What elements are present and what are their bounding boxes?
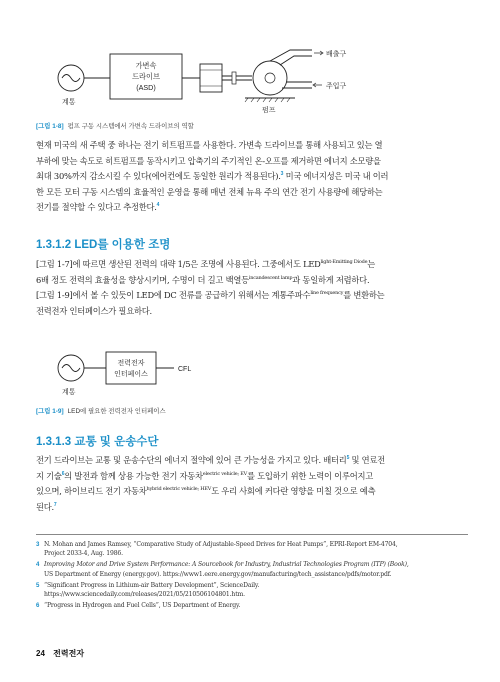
footnote-6: 6 “Progress in Hydrogen and Fuel Cells”, US Department of Energy. bbox=[36, 602, 241, 610]
figure-1-8-diagram bbox=[50, 30, 350, 115]
page-number: 24 bbox=[36, 649, 45, 658]
paragraph-led: [그림 1-7]에 따르면 생산된 전력의 대략 1/5은 조명에 사용된다. 그중에서도 $LED^{light-Emitting Diode}$는 6배 정도 전력의 효율성을 향상시키며, 수명이 더 길고 백열등$^{incandescent lamp}$과 동일하게 저렴하다. [그림 1-9]에서 볼 수 있듯이 LED에 DC 전류를 공급하기 위해서는 계통주파수$^{line frequency}$를 변환하는 전력전자 인터페이스가 필요하다. bbox=[36, 259, 385, 316]
pump-label: 펌프 bbox=[262, 107, 276, 114]
footnote-ref: 7 bbox=[53, 501, 57, 508]
footnote-3: 3 N. Mohan and James Ramsey, “Comparative Study of Adjustable-Speed Drives for Heat Pumps”, EPRI-Report EM-4704, bbox=[36, 541, 398, 548]
pump-icon bbox=[253, 61, 287, 95]
book-title: 전력전자 bbox=[53, 649, 85, 658]
pe-box-label-line1: 전력전자 bbox=[117, 360, 145, 367]
para1-line: 현재 미국의 새 주택 중 하나는 전기 히트펌프를 사용한다. 가변속 드라이브를 통해 사용되고 있는 열 bbox=[36, 140, 383, 150]
grid-label: 계통 bbox=[62, 389, 76, 396]
para1-line: 전기를 절약할 수 있다고 추정한다.$^4$ bbox=[36, 202, 160, 213]
grid-label: 계통 bbox=[62, 99, 76, 106]
power-electronics-box bbox=[106, 352, 156, 384]
figure-1-8-number: [그림 1-8] bbox=[36, 123, 64, 130]
pe-box-label-line2: 인터페이스 bbox=[114, 371, 148, 378]
section-heading-led: 1.3.1.2 LED를 이용한 조명 bbox=[36, 239, 171, 251]
figure-1-9-caption-text: LED에 필요한 전력전자 인터페이스 bbox=[67, 408, 166, 415]
footnote-ref: 5 bbox=[346, 455, 350, 461]
para1-line: 한 모든 모터 구동 시스템의 효율적인 운영을 통해 매년 전체 뉴욕 주의 연간 전기 사용량에 해당하는 bbox=[36, 186, 383, 197]
figure-1-9-caption bbox=[36, 406, 166, 415]
figure-1-9-diagram bbox=[50, 340, 220, 400]
footnote-ref: 4 bbox=[156, 202, 160, 209]
asd-label-line3: (ASD) bbox=[136, 83, 156, 92]
para1-line: 최대 30%까지 감소시킬 수 있다(에어컨에도 동일한 원리가 적용된다).$^3$ 미국 에너지성은 미국 내 이러 bbox=[36, 171, 389, 182]
inlet-label: 주입구 bbox=[326, 83, 347, 90]
footnote-ref: 6 bbox=[61, 470, 65, 477]
cfl-label: CFL bbox=[178, 366, 192, 373]
motor-icon bbox=[200, 64, 222, 92]
figure-1-8-caption bbox=[36, 121, 194, 130]
footnote-divider bbox=[36, 534, 468, 535]
para1-line: 부하에 맞는 속도로 히트펌프를 동작시키고 압축기의 주기적인 온-오프를 제거하면 에너지 소모량을 bbox=[36, 155, 381, 166]
footnotes: 3 N. Mohan and James Ramsey, “Comparative Study of Adjustable-Speed Drives for Heat Pumps”, EPRI-Report EM-4704, Project 2033-4, Aug. 1986. 4 Improving Motor and Drive System Performance: A Sourcebook for Industry, Industrial Technologies Program (ITP) (Book), US Department of Energy (energy.gov). https://www1.eere.energy.gov/manufacturing/tech_assistance/pdfs/motor.pdf. 5 “Significant Progress in Lithium-air Battery Development”, ScienceDaily. https://www.sciencedaily.com/releases/2021/05/210506104801.htm. 6 “Progress in Hydrogen and Fuel Cells”, US Department of Energy. bbox=[36, 540, 476, 610]
figure-1-9-number: [그림 1-9] bbox=[36, 408, 64, 415]
footnote-5: 5 “Significant Progress in Lithium-air Battery Development”, ScienceDaily. bbox=[36, 581, 260, 589]
section-heading-transport: 1.3.1.3 교통 및 운송수단 bbox=[36, 436, 159, 448]
footnote-ref: 3 bbox=[280, 171, 284, 178]
outlet-label: 배출구 bbox=[326, 51, 347, 58]
paragraph-transport: 전기 드라이브는 교통 및 운송수단의 에너지 절약에 있어 큰 가능성을 가지고 있다. 배터리$^5$ 및 연료전 지 기술$^6$의 발전과 함께 상용 가능한 전기 자동차$^{electric vehicle; EV}$를 도입하기 위한 노력이 이루어지고 있으며, 하이브리드 전기 자동차$^{hybrid electric vehicle; HEV}$도 우리 사회에 커다란 영향을 미칠 것으로 예측 된다.$^7$ bbox=[36, 455, 385, 512]
asd-label-line2: 드라이브 bbox=[132, 72, 160, 81]
footnote-4: 4 Improving Motor and Drive System Performance: A Sourcebook for Industry, Industrial Technologies Program (ITP) (Book), bbox=[36, 561, 409, 569]
paragraph-heat-pump bbox=[36, 138, 468, 216]
asd-label-line1: 가변속 bbox=[135, 61, 157, 70]
figure-1-8-caption-text: 펌프 구동 시스템에서 가변속 드라이브의 역할 bbox=[67, 123, 194, 130]
page-footer bbox=[36, 648, 84, 659]
